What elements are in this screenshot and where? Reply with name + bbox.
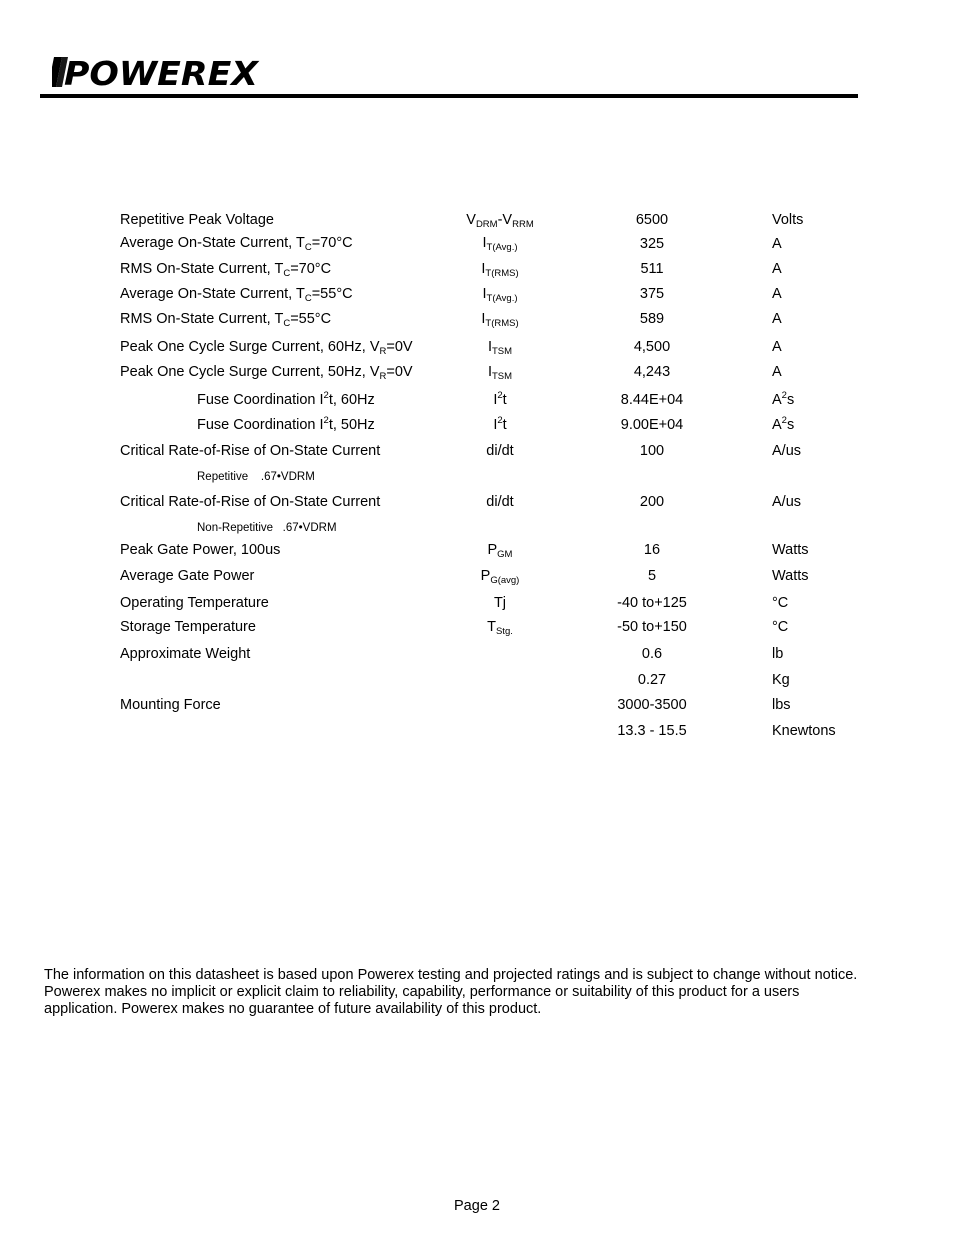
rating-row-avg-on-state-55 — [0, 283, 954, 305]
param-value: 4,500 — [633, 339, 671, 355]
param-label: Approximate Weight — [120, 646, 251, 662]
header-rule — [40, 94, 858, 98]
param-symbol: $I_{TSM}$ — [487, 339, 513, 357]
rating-row-avg-on-state-70 — [0, 232, 954, 254]
rating-note-repetitive — [0, 469, 954, 485]
param-label: Critical Rate-of-Rise of On-State Current — [120, 443, 381, 459]
param-note: Non-Repetitive .67•VDRM — [197, 522, 337, 534]
param-unit: $A^2s$ — [772, 390, 795, 408]
param-symbol: Tj — [493, 595, 507, 611]
param-unit: Watts — [772, 542, 809, 558]
rating-note-nonrepetitive — [0, 520, 954, 536]
param-label: Fuse Coordination $I^2t$, 50Hz — [197, 415, 375, 433]
param-value: 200 — [639, 494, 665, 510]
param-unit: A — [772, 339, 782, 355]
param-label: RMS On-State Current, $T_C=55^\circ C$ — [120, 311, 332, 329]
param-unit: A — [772, 236, 782, 252]
param-unit: $A^2s$ — [772, 415, 795, 433]
param-unit: A — [772, 364, 782, 380]
param-label: Fuse Coordination $I^2t$, 60Hz — [197, 390, 375, 408]
param-symbol: di/dt — [486, 443, 514, 459]
param-value: 13.3 - 15.5 — [617, 723, 687, 739]
param-label: Average Gate Power — [120, 568, 255, 584]
param-value: 511 — [640, 261, 664, 277]
param-label: Peak One Cycle Surge Current, 50Hz, $V_R=0V$ — [120, 364, 413, 382]
param-symbol: $I_{T(Avg.)}$ — [482, 286, 518, 304]
param-unit: Watts — [772, 568, 809, 584]
disclaimer-line: The information on this datasheet is based upon Powerex testing and projected ratings and is subject to change without notice. — [44, 967, 858, 983]
param-symbol: $T_{Stg.}$ — [487, 619, 513, 637]
rating-row-fuse-50hz — [0, 414, 954, 436]
param-label: Critical Rate-of-Rise of On-State Current — [120, 494, 381, 510]
rating-row-weight — [0, 643, 954, 665]
rating-row-mounting-force-metric — [0, 720, 954, 742]
rating-row-rms-on-state-55 — [0, 308, 954, 330]
powerex-logo — [52, 55, 262, 89]
param-value: -40 to+125 — [617, 595, 687, 611]
param-symbol: $I_{T(RMS)}$ — [481, 261, 519, 279]
param-unit: Kg — [772, 672, 790, 688]
param-label: Repetitive Peak Voltage — [120, 212, 274, 228]
param-symbol: $I_{TSM}$ — [487, 364, 513, 382]
param-unit: A/us — [772, 494, 802, 510]
rating-row-didt-repetitive — [0, 440, 954, 462]
param-value: 4,243 — [633, 364, 671, 380]
rating-row-fuse-60hz — [0, 389, 954, 411]
rating-row-repetitive-peak-voltage — [0, 209, 954, 231]
param-symbol: $P_{GM}$ — [487, 542, 513, 560]
page-number: Page 2 — [454, 1198, 500, 1214]
rating-row-operating-temp — [0, 592, 954, 614]
param-symbol: $I^2t$ — [493, 415, 507, 433]
param-value: 9.00E+04 — [620, 417, 684, 433]
rating-row-surge-50hz — [0, 361, 954, 383]
param-symbol: $I^2t$ — [493, 390, 507, 408]
param-unit: A — [772, 261, 782, 277]
param-symbol: $V_{DRM}-V_{RRM}$ — [466, 212, 534, 230]
param-label: Operating Temperature — [120, 595, 269, 611]
rating-row-storage-temp — [0, 616, 954, 638]
param-symbol: di/dt — [486, 494, 514, 510]
param-value: 8.44E+04 — [620, 392, 684, 408]
param-label: Peak One Cycle Surge Current, 60Hz, $V_R=0V$ — [120, 339, 413, 357]
param-value: -50 to+150 — [617, 619, 687, 635]
param-symbol: $I_{T(Avg.)}$ — [482, 235, 518, 253]
param-unit: A — [772, 286, 782, 302]
param-unit: Volts — [772, 212, 804, 228]
param-value: 100 — [639, 443, 665, 459]
logo-text: POWEREX — [64, 55, 260, 89]
rating-row-peak-gate-power — [0, 539, 954, 561]
param-unit: A — [772, 311, 782, 327]
param-unit: lb — [772, 646, 784, 662]
rating-row-didt-nonrepetitive — [0, 491, 954, 513]
param-value: 16 — [643, 542, 661, 558]
param-value: 589 — [639, 311, 665, 327]
rating-row-avg-gate-power — [0, 565, 954, 587]
param-value: 3000-3500 — [617, 697, 687, 713]
param-label: Average On-State Current, $T_C=55^\circ C$ — [120, 286, 353, 304]
param-value: 375 — [639, 286, 665, 302]
param-label: Average On-State Current, $T_C=70^\circ C$ — [120, 235, 353, 253]
rating-row-weight-metric — [0, 669, 954, 691]
param-symbol: $P_{G(avg)}$ — [480, 568, 520, 586]
disclaimer-line: Powerex makes no implicit or explicit claim to reliability, capability, performance or suitability of this product for a users — [44, 984, 800, 1000]
disclaimer — [44, 967, 904, 1018]
param-unit: °C — [772, 595, 789, 611]
param-label: Storage Temperature — [120, 619, 256, 635]
param-unit: A/us — [772, 443, 802, 459]
param-value: 0.6 — [641, 646, 663, 662]
rating-row-surge-60hz — [0, 336, 954, 358]
param-label: Peak Gate Power, 100us — [120, 542, 281, 558]
rating-row-mounting-force — [0, 694, 954, 716]
param-note: Repetitive .67•VDRM — [197, 471, 315, 483]
param-value: 5 — [647, 568, 657, 584]
param-unit: °C — [772, 619, 789, 635]
rating-row-rms-on-state-70 — [0, 258, 954, 280]
param-unit: lbs — [772, 697, 791, 713]
param-value: 0.27 — [637, 672, 667, 688]
param-value: 6500 — [635, 212, 669, 228]
param-symbol: $I_{T(RMS)}$ — [481, 311, 519, 329]
param-unit: Knewtons — [772, 723, 836, 739]
disclaimer-line: application. Powerex makes no guarantee of future availability of this product. — [44, 1001, 542, 1017]
param-label: Mounting Force — [120, 697, 221, 713]
param-label: RMS On-State Current, $T_C=70^\circ C$ — [120, 261, 332, 279]
param-value: 325 — [639, 236, 665, 252]
